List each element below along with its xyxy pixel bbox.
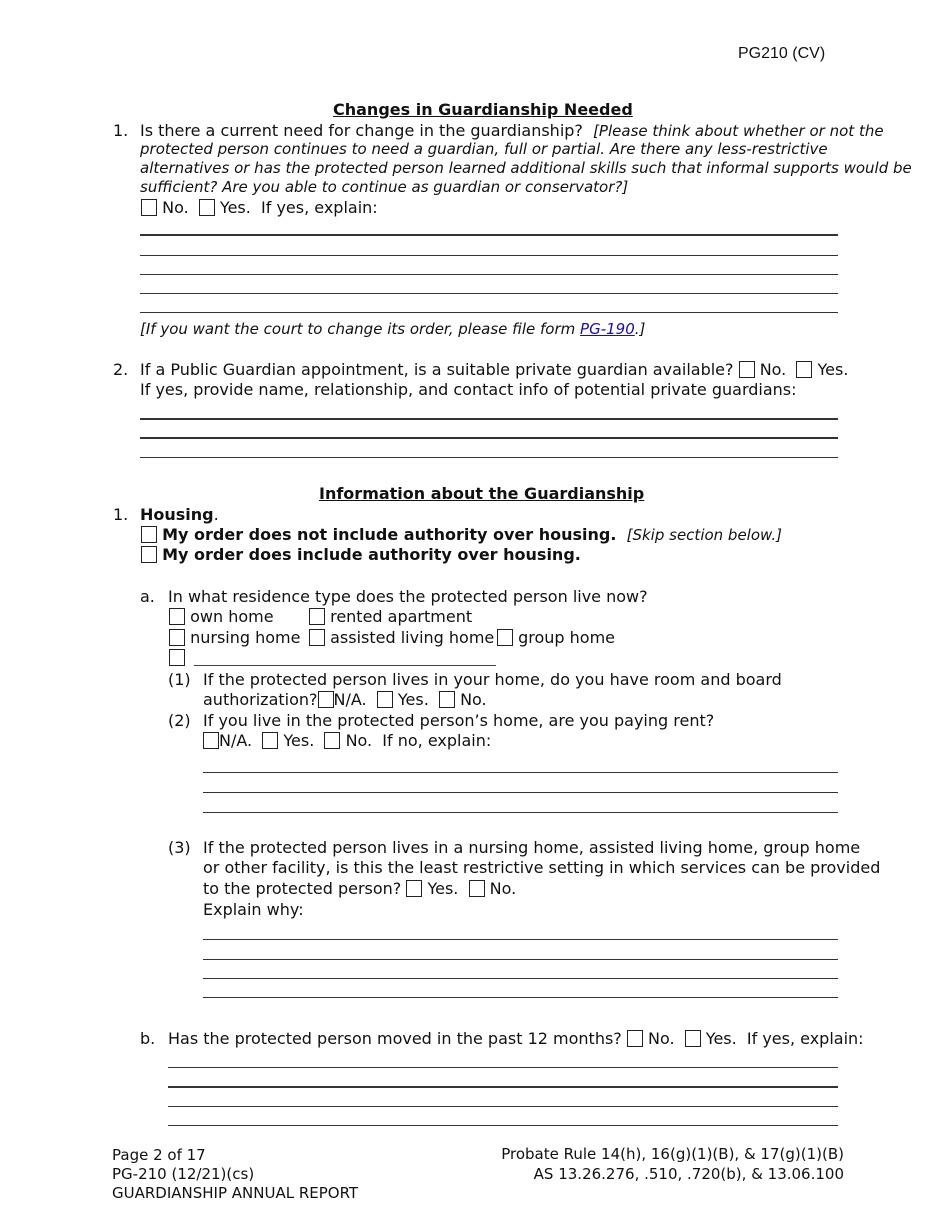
question-number: 2. xyxy=(113,360,129,379)
nursing-home-label: nursing home xyxy=(190,628,301,647)
answer-line[interactable] xyxy=(140,457,838,458)
yes-label: Yes. xyxy=(283,731,315,750)
pg190-link[interactable]: PG-190 xyxy=(580,320,635,338)
na-checkbox[interactable] xyxy=(318,691,334,708)
footer-form-name: GUARDIANSHIP ANNUAL REPORT xyxy=(112,1184,359,1202)
answer-line[interactable] xyxy=(203,959,838,960)
moved-row xyxy=(168,1029,864,1048)
yes-checkbox[interactable] xyxy=(685,1030,701,1047)
answer-line[interactable] xyxy=(140,312,838,313)
footer-page: Page 2 of 17 xyxy=(112,1146,206,1164)
item-number: 1. xyxy=(113,505,129,524)
residence-option xyxy=(169,628,300,647)
q1-note-line: protected person continues to need a guardian, full or partial. Are there any less-restrictive xyxy=(140,140,828,158)
yes-checkbox[interactable] xyxy=(377,691,393,708)
yes-label: Yes. xyxy=(427,879,459,898)
sub3-explain: Explain why: xyxy=(203,900,304,919)
authority-checkbox[interactable] xyxy=(141,546,157,563)
q1-note-line: alternatives or has the protected person learned additional skills such that informal supports would be xyxy=(140,159,912,177)
residence-option xyxy=(309,628,494,647)
answer-line[interactable] xyxy=(168,1086,838,1088)
answer-line[interactable] xyxy=(140,437,838,439)
no-checkbox[interactable] xyxy=(324,732,340,749)
answer-line[interactable] xyxy=(203,792,838,793)
na-checkbox[interactable] xyxy=(203,732,219,749)
item-letter: a. xyxy=(140,587,155,606)
footer-rule: Probate Rule 14(h), 16(g)(1)(B), & 17(g)(1)(B) xyxy=(501,1145,844,1163)
residence-question: In what residence type does the protected person live now? xyxy=(168,587,648,606)
sub1-answer-row xyxy=(203,690,487,709)
sub-number: (3) xyxy=(168,838,191,857)
no-label: No. xyxy=(162,198,189,217)
no-checkbox[interactable] xyxy=(141,199,157,216)
footer-form-id: PG-210 (12/21)(cs) xyxy=(112,1165,255,1183)
no-authority-label: My order does not include authority over housing. xyxy=(162,525,617,544)
no-label: No. xyxy=(489,879,517,898)
residence-option xyxy=(169,607,274,626)
explain-label: If yes, explain: xyxy=(261,198,378,217)
answer-line[interactable] xyxy=(168,1106,838,1107)
yes-checkbox[interactable] xyxy=(262,732,278,749)
yes-checkbox[interactable] xyxy=(406,880,422,897)
sub-number: (1) xyxy=(168,670,191,689)
question-text xyxy=(140,121,884,140)
no-checkbox[interactable] xyxy=(627,1030,643,1047)
authority-label: My order does include authority over housing. xyxy=(162,545,581,564)
residence-option xyxy=(309,607,472,626)
sub3-text: or other facility, is this the least restrictive setting in which services can be provided xyxy=(203,858,881,877)
answer-line[interactable] xyxy=(203,997,838,998)
section-title-info: Information about the Guardianship xyxy=(319,484,645,503)
answer-line[interactable] xyxy=(140,418,838,420)
q2-followup: If yes, provide name, relationship, and contact info of potential private guardians: xyxy=(140,380,797,399)
housing-title xyxy=(140,505,219,524)
moved-question: Has the protected person moved in the past 12 months? xyxy=(168,1029,622,1048)
yes-label: Yes. xyxy=(817,360,849,379)
q2-row xyxy=(140,360,848,379)
explain-label: If yes, explain: xyxy=(746,1029,864,1048)
answer-line[interactable] xyxy=(140,293,838,294)
nursing-home-checkbox[interactable] xyxy=(169,629,185,646)
yes-label: Yes. xyxy=(705,1029,737,1048)
answer-line[interactable] xyxy=(140,255,838,256)
yes-checkbox[interactable] xyxy=(796,361,812,378)
answer-line[interactable] xyxy=(140,234,838,236)
answer-line[interactable] xyxy=(203,939,838,940)
sub2-answer-row xyxy=(203,731,491,750)
q2-question: If a Public Guardian appointment, is a suitable private guardian available? xyxy=(140,360,734,379)
court-note-prefix: [If you want the court to change its order, please file form xyxy=(140,320,581,338)
rented-apartment-checkbox[interactable] xyxy=(309,608,325,625)
yes-checkbox[interactable] xyxy=(199,199,215,216)
court-note-suffix: .] xyxy=(634,320,646,338)
no-checkbox[interactable] xyxy=(739,361,755,378)
footer-statute: AS 13.26.276, .510, .720(b), & 13.06.100 xyxy=(533,1165,844,1183)
housing-option-row xyxy=(141,525,782,544)
sub3-answer-row xyxy=(203,879,516,898)
answer-line[interactable] xyxy=(203,812,838,813)
form-code: PG210 (CV) xyxy=(738,45,826,62)
other-input-line[interactable] xyxy=(194,665,496,666)
sub3-prefix: to the protected person? xyxy=(203,879,402,898)
no-label: No. xyxy=(345,731,373,750)
na-label: N/A. xyxy=(219,731,253,750)
assisted-living-label: assisted living home xyxy=(330,628,495,647)
section-title-changes: Changes in Guardianship Needed xyxy=(333,100,633,119)
explain-label: If no, explain: xyxy=(382,731,492,750)
sub1-text: If the protected person lives in your home, do you have room and board xyxy=(203,670,782,689)
q1-note-line: sufficient? Are you able to continue as guardian or conservator?] xyxy=(140,178,629,196)
no-label: No. xyxy=(460,690,487,709)
skip-note: [Skip section below.] xyxy=(626,526,782,544)
assisted-living-checkbox[interactable] xyxy=(309,629,325,646)
q1-note: [Please think about whether or not the xyxy=(593,122,884,140)
no-label: No. xyxy=(647,1029,675,1048)
own-home-label: own home xyxy=(190,607,274,626)
sub1-prefix: authorization? xyxy=(203,690,318,709)
na-label: N/A. xyxy=(333,690,367,709)
no-authority-checkbox[interactable] xyxy=(141,526,157,543)
yes-label: Yes. xyxy=(219,198,251,217)
group-home-checkbox[interactable] xyxy=(497,629,513,646)
court-note xyxy=(140,320,645,338)
no-checkbox[interactable] xyxy=(469,880,485,897)
item-letter: b. xyxy=(140,1029,156,1048)
no-checkbox[interactable] xyxy=(439,691,455,708)
housing-option-row xyxy=(141,545,581,564)
answer-line[interactable] xyxy=(168,1067,838,1068)
other-checkbox[interactable] xyxy=(169,649,185,666)
answer-line[interactable] xyxy=(203,978,838,979)
sub3-text: If the protected person lives in a nursing home, assisted living home, group home xyxy=(203,838,861,857)
q1-question: Is there a current need for change in the guardianship? xyxy=(140,121,583,140)
answer-line[interactable] xyxy=(203,772,838,773)
yes-label: Yes. xyxy=(397,690,429,709)
own-home-checkbox[interactable] xyxy=(169,608,185,625)
q1-answer-row xyxy=(141,198,378,217)
sub2-text: If you live in the protected person’s home, are you paying rent? xyxy=(203,711,715,730)
sub-number: (2) xyxy=(168,711,191,730)
housing-period: . xyxy=(213,505,219,524)
group-home-label: group home xyxy=(518,628,616,647)
answer-line[interactable] xyxy=(140,274,838,275)
no-label: No. xyxy=(759,360,787,379)
residence-option-other xyxy=(169,648,185,667)
rented-apartment-label: rented apartment xyxy=(330,607,473,626)
question-number: 1. xyxy=(113,121,129,140)
housing-heading: Housing xyxy=(140,505,214,524)
residence-option xyxy=(497,628,615,647)
answer-line[interactable] xyxy=(168,1125,838,1126)
